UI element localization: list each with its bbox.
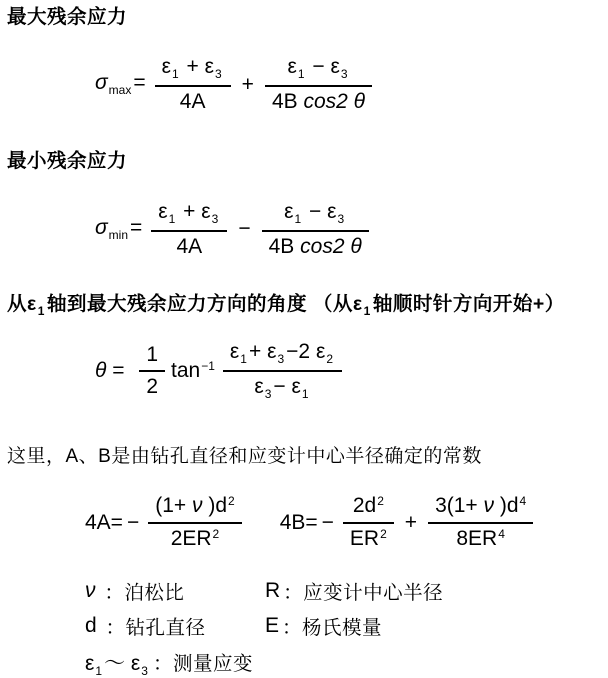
fraction-strain-diff: [262, 200, 369, 259]
heading-angle-direction: 从$\varepsilon_1$ 轴到最大残余应力方向的角度 （从$\varepsilon_1$ 轴顺时针方向开始+）: [7, 292, 565, 318]
formula-sigma-min: [95, 200, 608, 259]
plus-operator: +: [404, 510, 418, 534]
heading-min-residual-stress: 最小残余应力: [7, 150, 128, 173]
minus-operator: −: [321, 510, 334, 534]
legend-measured-strain: [85, 647, 608, 678]
sigma-min-lhs: $\sigma_{min}=$: [95, 215, 143, 242]
fraction-one-half: [139, 343, 165, 399]
numerator: $2d^2$: [352, 494, 384, 518]
formula-4A: [85, 494, 242, 550]
formula-constants-row: [85, 494, 608, 550]
plus-operator: +: [241, 72, 254, 96]
denominator: 4B cos2 θ: [262, 230, 369, 259]
numerator: $\varepsilon_1 - \varepsilon_3$: [287, 55, 348, 82]
denominator: $ER^2$: [343, 522, 394, 551]
numerator: $\varepsilon_1 - \varepsilon_3$: [284, 199, 345, 226]
minus-operator: −: [238, 217, 251, 241]
numerator: $\varepsilon_1 + \varepsilon_3$: [161, 55, 222, 82]
formula-theta: [95, 340, 608, 402]
denominator: $8ER^4$: [428, 522, 533, 551]
legend-poisson-ratio: [85, 577, 265, 605]
numerator: 3(1+ ν )$d^4$: [435, 494, 527, 518]
legend-label: ：泊松比: [104, 581, 185, 604]
legend-label: ：杨氏模量: [282, 616, 383, 639]
denominator: $2ER^2$: [148, 522, 241, 551]
constants-description: 这里，A、B是由钻孔直径和应变计中心半径确定的常数: [7, 445, 482, 467]
fraction-strain-diff: [265, 55, 372, 114]
heading-max-residual-stress: 最大残余应力: [7, 6, 128, 28]
fraction-4B-second: [428, 494, 533, 550]
symbol-legend: [85, 577, 608, 678]
fraction-strain-ratio: [223, 340, 342, 402]
minus-operator: −: [126, 510, 140, 534]
legend-label: ：测量应变: [152, 653, 253, 676]
fraction-strain-sum: [151, 200, 227, 259]
fraction-4B-first: [343, 494, 394, 550]
denominator: $\varepsilon_3- \varepsilon_1$: [223, 370, 342, 402]
E-symbol: E: [265, 613, 280, 637]
d-symbol: d: [85, 613, 103, 637]
denominator: 2: [139, 370, 165, 399]
sigma-max-lhs: $\sigma_{max}=$: [95, 71, 146, 98]
legend-youngs-modulus: [265, 612, 608, 640]
legend-label: ：应变计中心半径: [283, 581, 444, 604]
nu-symbol: ν: [85, 578, 102, 602]
denominator: 4A: [155, 85, 231, 114]
formula-4B: [280, 494, 534, 550]
denominator: 4B cos2 θ: [265, 85, 372, 114]
4A-lhs: 4A=: [85, 510, 123, 534]
numerator: 1: [146, 342, 159, 366]
4B-lhs: 4B=: [279, 510, 318, 534]
legend-gauge-radius: [265, 577, 608, 605]
theta-lhs: θ =: [95, 358, 131, 382]
legend-hole-diameter: [85, 612, 265, 640]
fraction-strain-sum: [155, 55, 231, 114]
formula-sigma-max: [95, 55, 608, 114]
denominator: 4A: [151, 230, 227, 259]
epsilon-range-symbol: $\varepsilon_1\sim$ $\varepsilon_3$: [85, 651, 148, 678]
numerator: $\varepsilon_1 + \varepsilon_3$: [158, 199, 219, 226]
numerator: (1+ ν )$d^2$: [155, 494, 235, 518]
arctan-function: $\tan^{-1}$: [171, 358, 215, 382]
legend-label: ：钻孔直径: [105, 616, 206, 639]
R-symbol: R: [265, 578, 281, 602]
numerator: $\varepsilon_1+ \varepsilon_3-2$ $\varepsilon_2$: [229, 340, 333, 367]
fraction-4A: [148, 494, 241, 550]
